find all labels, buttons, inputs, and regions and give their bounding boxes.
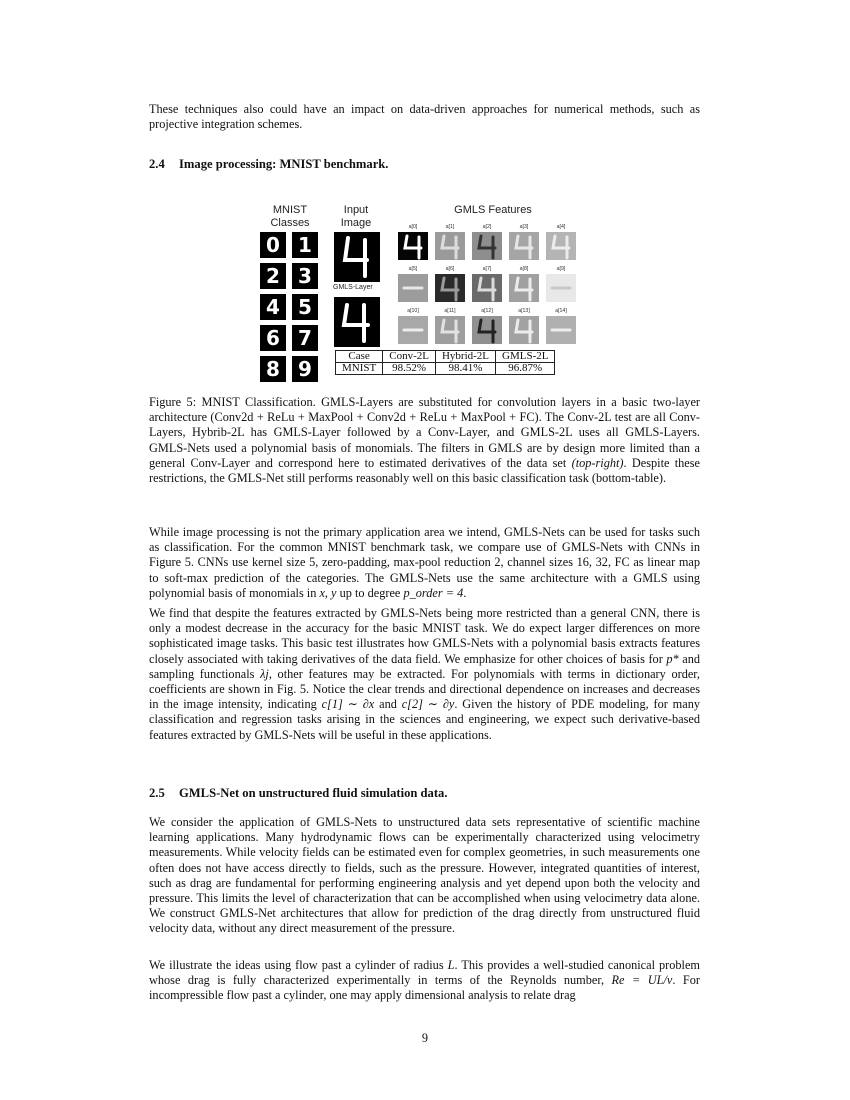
feature-label: a[14]	[555, 308, 567, 314]
gmls-feature-map	[398, 232, 428, 260]
text-run: While image processing is not the primary application area we intend, GMLS-Nets can be used for tasks such as classification. For the common MNIST benchmark task, we compare use of GMLS-Nets with CNNs in Figure 5. CNNs use kernel size 5, zero-padding, max-pool reduction 2, channel sizes 16, 32, FC as linear map to soft-max prediction of the categories. The GMLS-Nets use the same architecture with a GMLS using polynomial basis of monomials in	[149, 525, 700, 600]
input-image-bottom	[334, 297, 380, 347]
feature-label: a[6]	[445, 266, 455, 272]
gmls-feature-map	[472, 232, 502, 260]
math-inline: L	[447, 958, 455, 972]
text-run: We illustrate the ideas using flow past a cylinder of radius	[149, 958, 448, 972]
text-run: , other features may be extracted. For polynomials with terms in dictionary order, coefficients are shown in Fig. 5. Notice the clear trends and directional dependence on increases and decreases in the image intensity, indicating	[149, 666, 700, 712]
section-number: 2.4	[149, 157, 165, 171]
feature-label: a[7]	[482, 266, 492, 272]
mnist-digit: 8	[260, 356, 286, 382]
results-cell: 98.41%	[435, 363, 495, 375]
results-header-cell: Hybrid-2L	[435, 351, 495, 363]
gmls-feature-map	[435, 316, 465, 344]
results-data-row	[336, 363, 555, 375]
mnist-digit: 5	[292, 294, 318, 320]
results-header-cell: GMLS-2L	[496, 351, 555, 363]
section-title: Image processing: MNIST benchmark.	[179, 157, 389, 171]
feature-label: a[11]	[444, 308, 456, 314]
results-cell: MNIST	[336, 363, 383, 375]
mnist-digit: 0	[260, 232, 286, 258]
math-inline: λj	[260, 666, 269, 681]
text-run: and	[374, 697, 402, 712]
gmls-feature-map	[398, 316, 428, 344]
intro-paragraph: These techniques also could have an impact on data-driven approaches for numerical methods, such as projective integration schemes.	[149, 102, 700, 132]
section-heading-2-5	[149, 786, 447, 801]
gmls-feature-map	[398, 274, 428, 302]
results-cell: 98.52%	[383, 363, 436, 375]
mnist-digit: 1	[292, 232, 318, 258]
math-inline: x, y	[319, 585, 337, 600]
gmls-feature-map	[435, 274, 465, 302]
header-gmls-features: GMLS Features	[454, 204, 532, 216]
section-title: GMLS-Net on unstructured fluid simulation data.	[179, 786, 448, 800]
mnist-digit: 2	[260, 263, 286, 289]
gmls-feature-map	[546, 232, 576, 260]
feature-label: a[2]	[482, 224, 492, 230]
gmls-feature-map	[509, 316, 539, 344]
mnist-digit: 9	[292, 356, 318, 382]
math-inline: c[1] ∼ ∂x	[321, 697, 375, 712]
results-header-cell: Case	[336, 351, 383, 363]
section-number: 2.5	[149, 786, 165, 800]
page-number: 9	[421, 1031, 429, 1045]
paragraph-findings	[149, 606, 700, 743]
feature-label: a[10]	[407, 308, 419, 314]
gmls-feature-map	[546, 316, 576, 344]
math-inline: p*	[666, 651, 679, 666]
section-heading-2-4	[149, 157, 388, 172]
feature-label: a[9]	[556, 266, 566, 272]
feature-label: a[0]	[408, 224, 418, 230]
paragraph-image-processing	[149, 525, 700, 601]
gmls-feature-map	[472, 316, 502, 344]
text-run: .	[463, 585, 467, 600]
results-table	[335, 350, 555, 375]
text-run: and sampling functionals	[149, 651, 700, 681]
feature-label: a[4]	[556, 224, 566, 230]
results-header-cell: Conv-2L	[383, 351, 436, 363]
feature-label: a[12]	[481, 308, 493, 314]
caption-italic: (top-right)	[571, 455, 624, 470]
mnist-digit: 4	[260, 294, 286, 320]
math-inline: p_order = 4	[403, 585, 464, 600]
caption-text-end: . Despite these restrictions, the GMLS-Net still performs reasonably well on this basic classification task (bottom-table).	[149, 455, 701, 486]
gmls-layer-label: GMLS-Layer	[333, 284, 373, 291]
results-header-row	[336, 351, 555, 363]
text-run: . Given the history of PDE modeling, for many classification and regression tasks arising in the sciences and engineering, we expect such derivative-based features extracted by GMLS-Nets will be useful in these applications.	[149, 697, 701, 742]
mnist-digit: 7	[292, 325, 318, 351]
gmls-feature-map	[509, 274, 539, 302]
gmls-feature-map	[509, 232, 539, 260]
text-run: . This provides a well-studied canonical problem whose drag is fully characterized experimentally in terms of the Reynolds number,	[149, 958, 700, 988]
mnist-digit: 6	[260, 325, 286, 351]
input-image-top	[334, 232, 380, 282]
mnist-digit: 3	[292, 263, 318, 289]
math-inline: Re = UL/ν	[611, 973, 673, 988]
results-cell: 96.87%	[496, 363, 555, 375]
gmls-feature-map	[435, 232, 465, 260]
paragraph-cylinder	[149, 958, 700, 1004]
figure-mnist	[258, 200, 592, 384]
feature-label: a[1]	[445, 224, 455, 230]
header-input-image: Input Image	[340, 204, 372, 229]
figure-caption	[149, 395, 700, 486]
gmls-feature-map	[472, 274, 502, 302]
feature-label: a[8]	[519, 266, 529, 272]
text-run: . For incompressible flow past a cylinder, one may apply dimensional analysis to relate drag	[149, 973, 700, 1003]
feature-label: a[5]	[408, 266, 418, 272]
text-run: up to degree	[336, 585, 404, 600]
caption-text: Figure 5: MNIST Classification. GMLS-Layers are substituted for convolution layers in a basic two-layer architecture (Conv2d + ReLu + MaxPool + Conv2d + ReLu + MaxPool + FC). The Conv-2L test are all Conv-Layers, Hybrib-2L has GMLS-Layer followed by a Conv-Layer, and GMLS-2L uses all GMLS-Layers. GMLS-Nets used a polynomial basis of monomials. The filters in GMLS are by design more limited than a general Conv-Layer and correspond here to estimated derivatives of the data set	[149, 395, 700, 470]
paragraph-fluid: We consider the application of GMLS-Nets to unstructured data sets representative of scientific machine learning applications. Many hydrodynamic flows can be experimentally characterized using velocimetry measurements. While velocity fields can be estimated even for complex geometries, in such measurements one often does not have access directly to fields, such as the pressure. However, integrated quantities of interest, such as drag are fundamental for performing engineering analysis and yet depend upon both the velocity and pressure. This limits the level of characterization that can be accomplished when using velocimetry data alone. We construct GMLS-Net architectures that allow for prediction of the drag directly from unstructured fluid velocity data, without any direct measurement of the pressure.	[149, 815, 700, 936]
feature-label: a[3]	[519, 224, 529, 230]
feature-label: a[13]	[518, 308, 530, 314]
math-inline: c[2] ∼ ∂y	[401, 697, 455, 712]
header-mnist-classes: MNIST Classes	[270, 204, 310, 229]
text-run: We find that despite the features extracted by GMLS-Nets being more restricted than a general CNN, there is only a modest decrease in the accuracy for the basic MNIST task. We do expect larger differences on more sophisticated image tasks. This basic test illustrates how GMLS-Nets with a polynomial basis extracts features closely associated with taking derivatives of the data field. We emphasize for other choices of basis for	[149, 606, 700, 666]
gmls-feature-map	[546, 274, 576, 302]
